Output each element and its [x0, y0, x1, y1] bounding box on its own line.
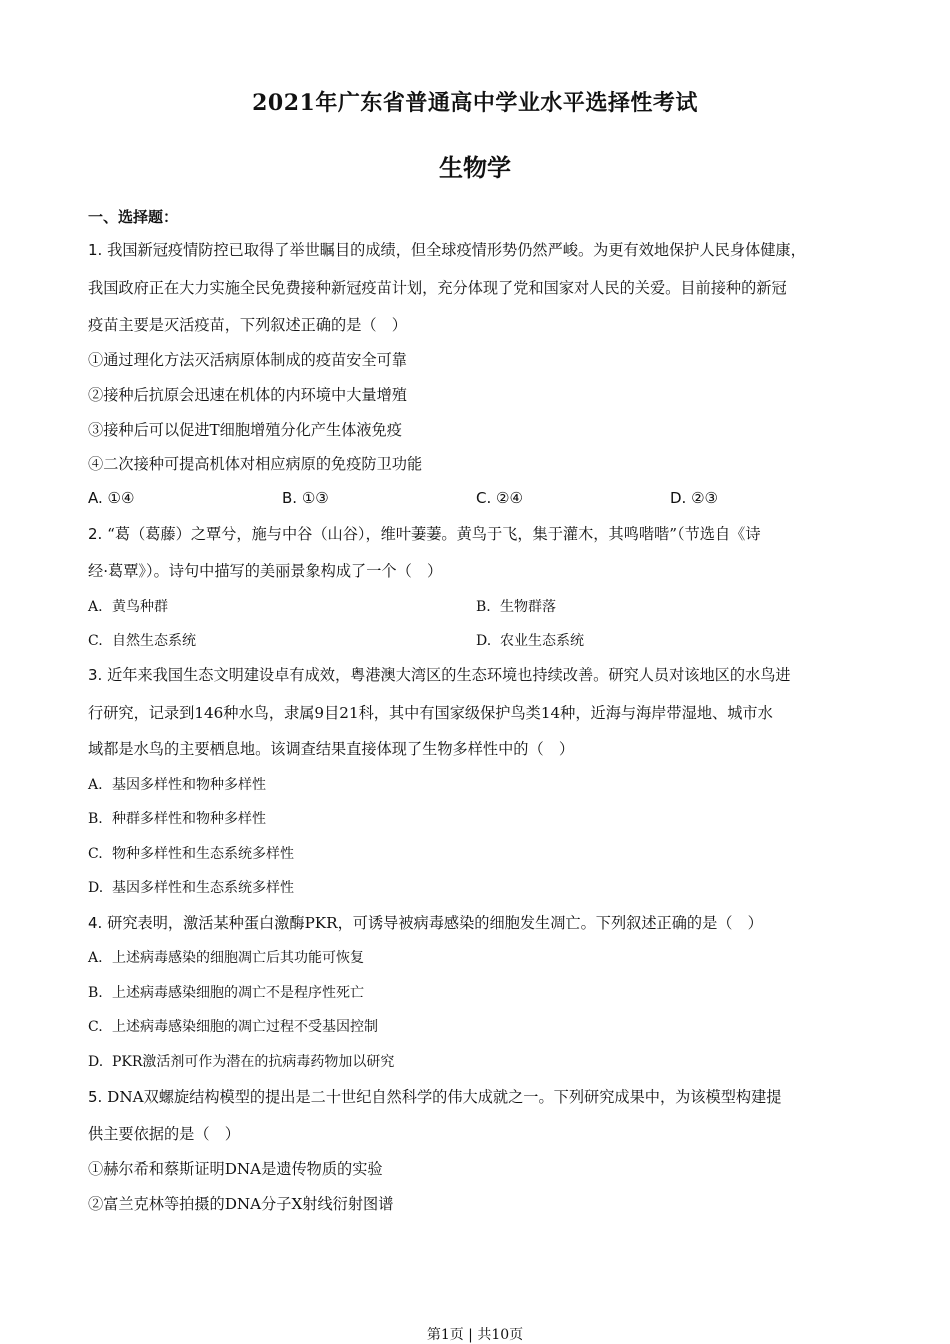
question-3-number: 3. — [88, 666, 103, 684]
subject-title: 生物学 — [439, 153, 511, 182]
question-1-number: 1. — [88, 241, 103, 259]
question-1-line-1: 1. 我国新冠疫情防控已取得了举世瞩目的成绩，但全球疫情形势仍然严峻。为更有效地保护人民身体健康， — [88, 241, 806, 259]
question-3-line-1: 3. 近年来我国生态文明建设卓有成效，粤港澳大湾区的生态环境也持续改善。研究人员对该地区的水鸟进 — [88, 666, 791, 684]
question-5-statement: ①赫尔希和蔡斯证明DNA是遗传物质的实验 — [88, 1160, 383, 1178]
question-4-option-d: D. PKR激活剂可作为潜在的抗病毒药物加以研究 — [88, 1054, 395, 1070]
question-1-statement: ④二次接种可提高机体对相应病原的免疫防卫功能 — [88, 455, 423, 473]
question-3-option-c: C. 物种多样性和生态系统多样性 — [88, 846, 294, 862]
question-5-line-1: 5. DNA双螺旋结构模型的提出是二十世纪自然科学的伟大成就之一。下列研究成果中，为该模型构建提 — [88, 1088, 782, 1106]
section-heading: 一、选择题： — [88, 208, 179, 226]
question-2-option-a: A. 黄鸟种群 — [88, 599, 168, 615]
question-1-line-2: 我国政府正在大力实施全民免费接种新冠疫苗计划，充分体现了党和国家对人民的关爱。目前接种的新冠 — [88, 279, 787, 297]
question-3-line-2: 行研究，记录到146种水鸟，隶属9目21科，其中有国家级保护鸟类14种，近海与海岸带湿地、城市水 — [88, 704, 773, 722]
question-3-option-a: A. 基因多样性和物种多样性 — [88, 777, 266, 793]
question-3-option-d: D. 基因多样性和生态系统多样性 — [88, 880, 294, 896]
question-1-statement: ①通过理化方法灭活病原体制成的疫苗安全可靠 — [88, 351, 407, 369]
question-1-option-b: B. ①③ — [282, 489, 329, 507]
question-5-statement: ②富兰克林等拍摄的DNA分子X射线衍射图谱 — [88, 1195, 394, 1213]
exam-title: 2021年广东省普通高中学业水平选择性考试 — [252, 90, 698, 116]
question-4-option-c: C. 上述病毒感染细胞的凋亡过程不受基因控制 — [88, 1019, 378, 1035]
question-1-option-c: C. ②④ — [476, 489, 523, 507]
question-2-option-b: B. 生物群落 — [476, 599, 556, 615]
question-3-line-3: 域都是水鸟的主要栖息地。该调查结果直接体现了生物多样性中的（ ） — [88, 740, 574, 758]
question-2-number: 2. — [88, 525, 103, 543]
question-1-option-a: A. ①④ — [88, 489, 135, 507]
question-1-statement: ③接种后可以促进T细胞增殖分化产生体液免疫 — [88, 421, 402, 439]
question-4-option-b: B. 上述病毒感染细胞的凋亡不是程序性死亡 — [88, 985, 364, 1001]
question-5-line-2: 供主要依据的是（ ） — [88, 1125, 240, 1143]
page-footer: 第1页 | 共10页 — [426, 1327, 524, 1343]
question-2-option-c: C. 自然生态系统 — [88, 633, 196, 649]
question-4-line-1: 4. 研究表明，激活某种蛋白激酶PKR，可诱导被病毒感染的细胞发生凋亡。下列叙述正确的是（ ） — [88, 914, 763, 932]
question-2-line-2: 经·葛覃》）。诗句中描写的美丽景象构成了一个（ ） — [88, 562, 443, 580]
question-2-option-d: D. 农业生态系统 — [476, 633, 584, 649]
question-4-number: 4. — [88, 914, 103, 932]
question-4-option-a: A. 上述病毒感染的细胞凋亡后其功能可恢复 — [88, 950, 364, 966]
question-1-option-d: D. ②③ — [670, 489, 718, 507]
question-3-option-b: B. 种群多样性和物种多样性 — [88, 811, 266, 827]
question-5-number: 5. — [88, 1088, 103, 1106]
question-2-line-1: 2. “葛（葛藤）之覃兮，施与中谷（山谷），维叶萋萋。黄鸟于飞，集于灌木，其鸣喈喈”（节选自《诗 — [88, 525, 761, 543]
question-1-statement: ②接种后抗原会迅速在机体的内环境中大量增殖 — [88, 386, 407, 404]
question-1-line-3: 疫苗主要是灭活疫苗，下列叙述正确的是（ ） — [88, 316, 407, 334]
